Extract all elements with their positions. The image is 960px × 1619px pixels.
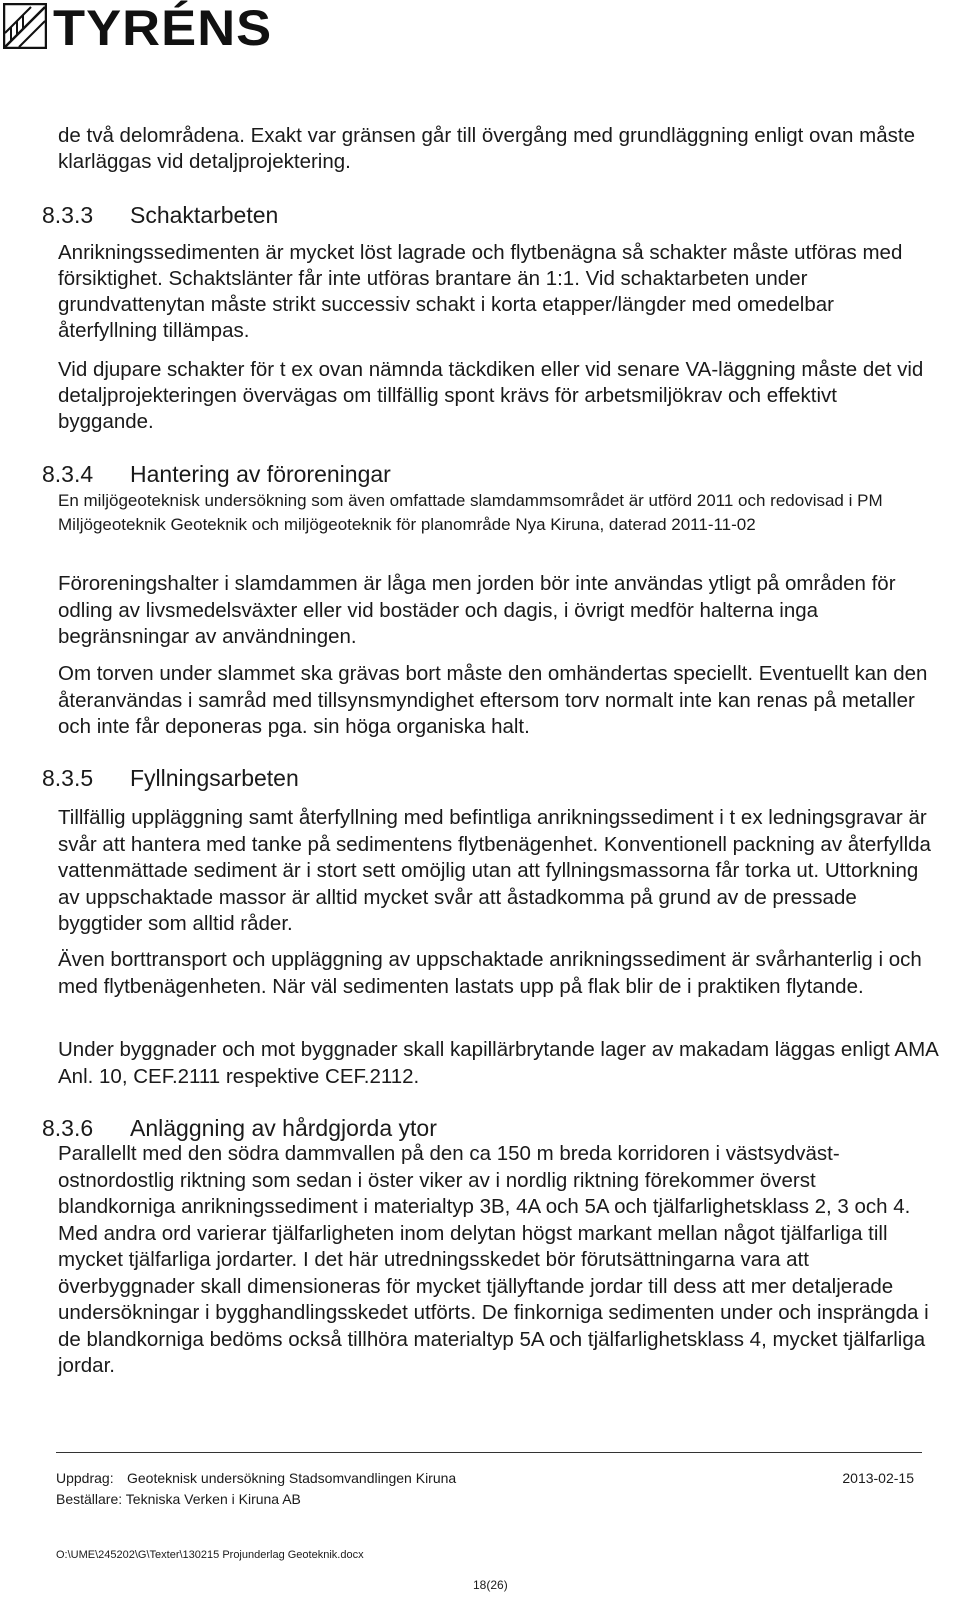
paragraph: Vid djupare schakter för t ex ovan nämnda täckdiken eller vid senare VA-läggning måste det vid detaljprojekteringen övervägas om tillfällig spont krävs för arbetsmiljökrav och effektivt byggande. — [58, 358, 924, 433]
paragraph: Anrikningssedimenten är mycket löst lagrade och flytbenägna så schakter måste utföras med försiktighet. Schaktslänter får inte utföras brantare än 1:1. Vid schaktarbeten under grundvattenytan måste strikt successiv schakt i korta etapper/längder med omedelbar återfyllning tillämpas. — [58, 241, 903, 342]
section-number: 8.3.5 — [42, 765, 94, 791]
section-title: Anläggning av hårdgjorda ytor — [130, 1115, 437, 1141]
footer-uppdrag-label: Uppdrag: — [56, 1470, 114, 1486]
paragraph: Tillfällig uppläggning samt återfyllning med befintliga anrikningssediment i t ex ledningsgravar är svår att hantera med tanke på sedimentens flytbenägenhet. Konventionell packning av återfyllda vattenmättade sediment är i stort sett omöjlig utan att fyllningsmassorna får torka ut. Uttorkning av uppschaktade massor är alltid mycket svår att åstadkomma på grund av de pressade byggtider som alltid råder. — [58, 806, 931, 935]
tyrens-logo — [3, 0, 273, 56]
section-heading-8-3-3 — [42, 200, 278, 230]
section-number: 8.3.6 — [42, 1115, 94, 1141]
page-number: 18(26) — [473, 1578, 508, 1592]
footer-divider — [56, 1452, 922, 1453]
section-number: 8.3.4 — [42, 461, 94, 487]
footer-uppdrag-value: Geoteknisk undersökning Stadsomvandlingen Kiruna — [127, 1470, 457, 1486]
paragraph: Föroreningshalter i slamdammen är låga men jorden bör inte användas ytligt på områden för odling av livsmedelsväxter eller vid bostäder och dagis, i övrigt medför halterna inga begränsningar av användningen. — [58, 572, 896, 648]
logo-mark-icon — [3, 3, 47, 49]
section-number: 8.3.3 — [42, 202, 94, 228]
footer-bestallare: Beställare: Tekniska Verken i Kiruna AB — [56, 1491, 301, 1507]
section-title: Hantering av föroreningar — [130, 461, 391, 487]
intro-paragraph: de två delområdena. Exakt var gränsen går till övergång med grundläggning enligt ovan måste klarläggas vid detaljprojektering. — [58, 124, 915, 173]
paragraph: Om torven under slammet ska grävas bort måste den omhändertas speciellt. Eventuellt kan den återanvändas i samråd med tillsynsmyndighet eftersom torv normalt inte kan renas på metaller och inte får deponeras pga. sin höga organiska halt. — [58, 662, 928, 738]
section-title: Schaktarbeten — [130, 202, 279, 228]
logo-wordmark: TYRÉNS — [53, 0, 273, 56]
footer-date: 2013-02-15 — [842, 1470, 914, 1486]
section-heading-8-3-5 — [42, 763, 299, 793]
paragraph: Under byggnader och mot byggnader skall kapillärbrytande lager av makadam läggas enligt AMA Anl. 10, CEF.2111 respektive CEF.2112. — [58, 1038, 938, 1088]
paragraph: Även borttransport och uppläggning av uppschaktade anrikningssediment är svårhanterlig i och med flytbenägenheten. När väl sedimenten lastats upp på flak blir de i praktiken flytande. — [58, 948, 922, 998]
section-heading-8-3-4 — [42, 459, 391, 489]
paragraph: En miljögeoteknisk undersökning som även omfattade slamdammsområdet är utförd 2011 och redovisad i PM Miljögeoteknik Geoteknik och miljögeoteknik för planområde Nya Kiruna, daterad 2011-11-02 — [58, 491, 883, 534]
section-heading-8-3-6 — [42, 1113, 437, 1143]
paragraph: Parallellt med den södra dammvallen på den ca 150 m breda korridoren i västsydväst-ostnordostlig riktning som sedan i öster viker av i nordlig riktning förekommer överst blandkorniga anrikningssediment i materialtyp 3B, 4A och 5A och tjälfarlighetsklass 2, 3 och 4. Med andra ord varierar tjälfarligheten inom delytan högst markant mellan något tjälfarliga till mycket tjälfarliga jordarter. I det här utredningsskedet bör förutsättningarna vara att överbyggnader skall dimensioneras för mycket tjällyftande jordar till dess att mer detaljerade undersökningar i bygghandlingsskedet utförts. De finkorniga sedimenten under och insprängda i de blandkorniga bedöms också tillhöra materialtyp 5A och tjälfarlighetsklass 4, mycket tjälfarliga jordar. — [58, 1142, 929, 1377]
section-title: Fyllningsarbeten — [130, 765, 299, 791]
footer-file-path: O:\UME\245202\G\Texter\130215 Projunderlag Geoteknik.docx — [56, 1549, 364, 1561]
